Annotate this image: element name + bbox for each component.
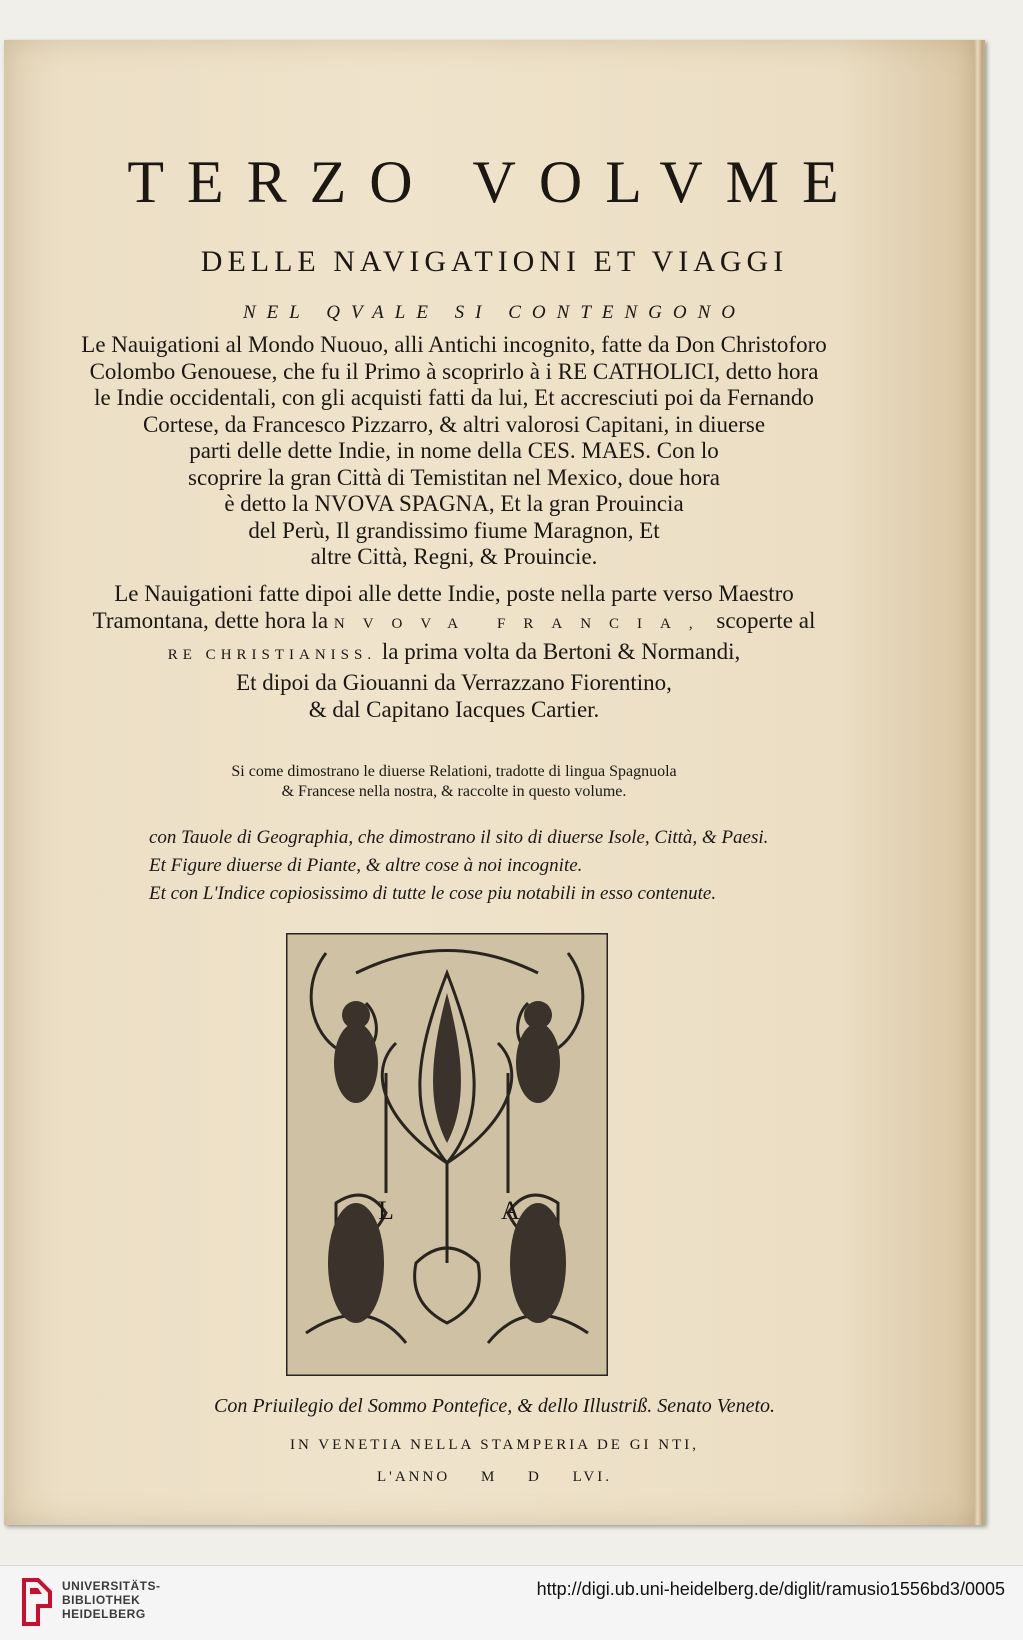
imprint-place: IN VENETIA NELLA STAMPERIA DE GI NTI, — [289, 1437, 700, 1453]
imprint-year-part: L'ANNO — [376, 1469, 451, 1485]
text-line: Le Nauigationi al Mondo Nuouo, alli Antichi incognito, fatte da Don Christoforo — [81, 332, 827, 357]
text-line: Et Figure diuerse di Piante, & altre cose à noi incognite. — [149, 855, 583, 876]
text-line — [34, 638, 874, 669]
imprint-year-part: M — [480, 1469, 498, 1485]
institution-name[interactable] — [62, 1579, 161, 1621]
privilege-line: Con Priuilegio del Sommo Pontefice, & dello Illustriß. Senato Veneto. — [213, 1395, 776, 1417]
small-caps-span: RE CHRISTIANISS. — [167, 647, 377, 663]
printers-device-woodcut — [286, 933, 608, 1376]
text-line: & dal Capitano Iacques Cartier. — [308, 697, 600, 722]
text-line: Colombo Genouese, che fu il Primo à scoprirlo à i RE CATHOLICI, detto hora — [89, 358, 819, 384]
text-line: altre Città, Regni, & Prouincie. — [310, 544, 598, 569]
text-line: Et con L'Indice copiosissimo di tutte le cose piu notabili in esso contenute. — [149, 883, 717, 904]
text-line: del Perù, Il grandissimo fiume Maragnon, Et — [248, 517, 660, 543]
scanned-title-page — [4, 40, 985, 1525]
institution-line: BIBLIOTHEK — [62, 1593, 141, 1607]
contents-intro: NEL QVALE SI CONTENGONO — [242, 302, 747, 323]
woodcut-initial-l: L — [378, 1196, 394, 1225]
paragraph-contents-list — [149, 824, 849, 908]
imprint-year — [4, 1469, 985, 1486]
paragraph-navigations-new-world — [34, 332, 874, 571]
institution-line: UNIVERSITÄTS- — [62, 1579, 161, 1593]
text-span: la prima volta da Bertoni & Normandi, — [381, 639, 741, 664]
volume-title: TERZO VOLVME — [127, 149, 862, 215]
page-edge — [974, 40, 983, 1525]
university-library-logo-icon[interactable] — [20, 1576, 54, 1628]
woodcut-initial-a: A — [501, 1196, 520, 1225]
text-line: Le Nauigationi fatte dipoi alle dette Indie, poste nella parte verso Maestro — [114, 581, 794, 606]
text-line: & Francese nella nostra, & raccolte in questo volume. — [281, 783, 627, 800]
paragraph-relations — [34, 762, 874, 802]
text-line: Et dipoi da Giouanni da Verrazzano Fiorentino, — [236, 670, 672, 695]
text-span: Tramontana, dette hora la — [92, 608, 329, 633]
text-line: Cortese, da Francesco Pizzarro, & altri valorosi Capitani, in diuerse — [142, 411, 766, 437]
paragraph-navigations-new-france — [34, 580, 874, 723]
volume-subtitle: DELLE NAVIGATIONI ET VIAGGI — [200, 245, 789, 278]
text-line — [34, 607, 874, 638]
imprint-year-part: LVI. — [572, 1469, 612, 1485]
permalink-url[interactable]: http://digi.ub.uni-heidelberg.de/diglit/ramusio1556bd3/0005 — [536, 1579, 1005, 1599]
text-span: scoperte al — [716, 608, 816, 633]
text-line: scoprire la gran Città di Temistitan nel Mexico, doue hora — [188, 464, 720, 490]
institution-line: HEIDELBERG — [62, 1607, 146, 1621]
text-line: Si come dimostrano le diuerse Relationi, tradotte di lingua Spagnuola — [231, 763, 677, 780]
text-line: parti delle dette Indie, in nome della CES. MAES. Con lo — [189, 438, 719, 463]
text-line: le Indie occidentali, con gli acquisti fatti da lui, Et accresciuti poi da Fernando — [94, 385, 814, 410]
library-footer — [0, 1565, 1023, 1640]
text-line: con Tauole di Geographia, che dimostrano il sito di diuerse Isole, Città, & Paesi. — [149, 827, 769, 848]
imprint-year-part: D — [528, 1469, 542, 1485]
text-line: è detto la NVOVA SPAGNA, Et la gran Prouincia — [224, 491, 684, 516]
small-caps-span: NVOVA FRANCIA, — [333, 616, 711, 632]
